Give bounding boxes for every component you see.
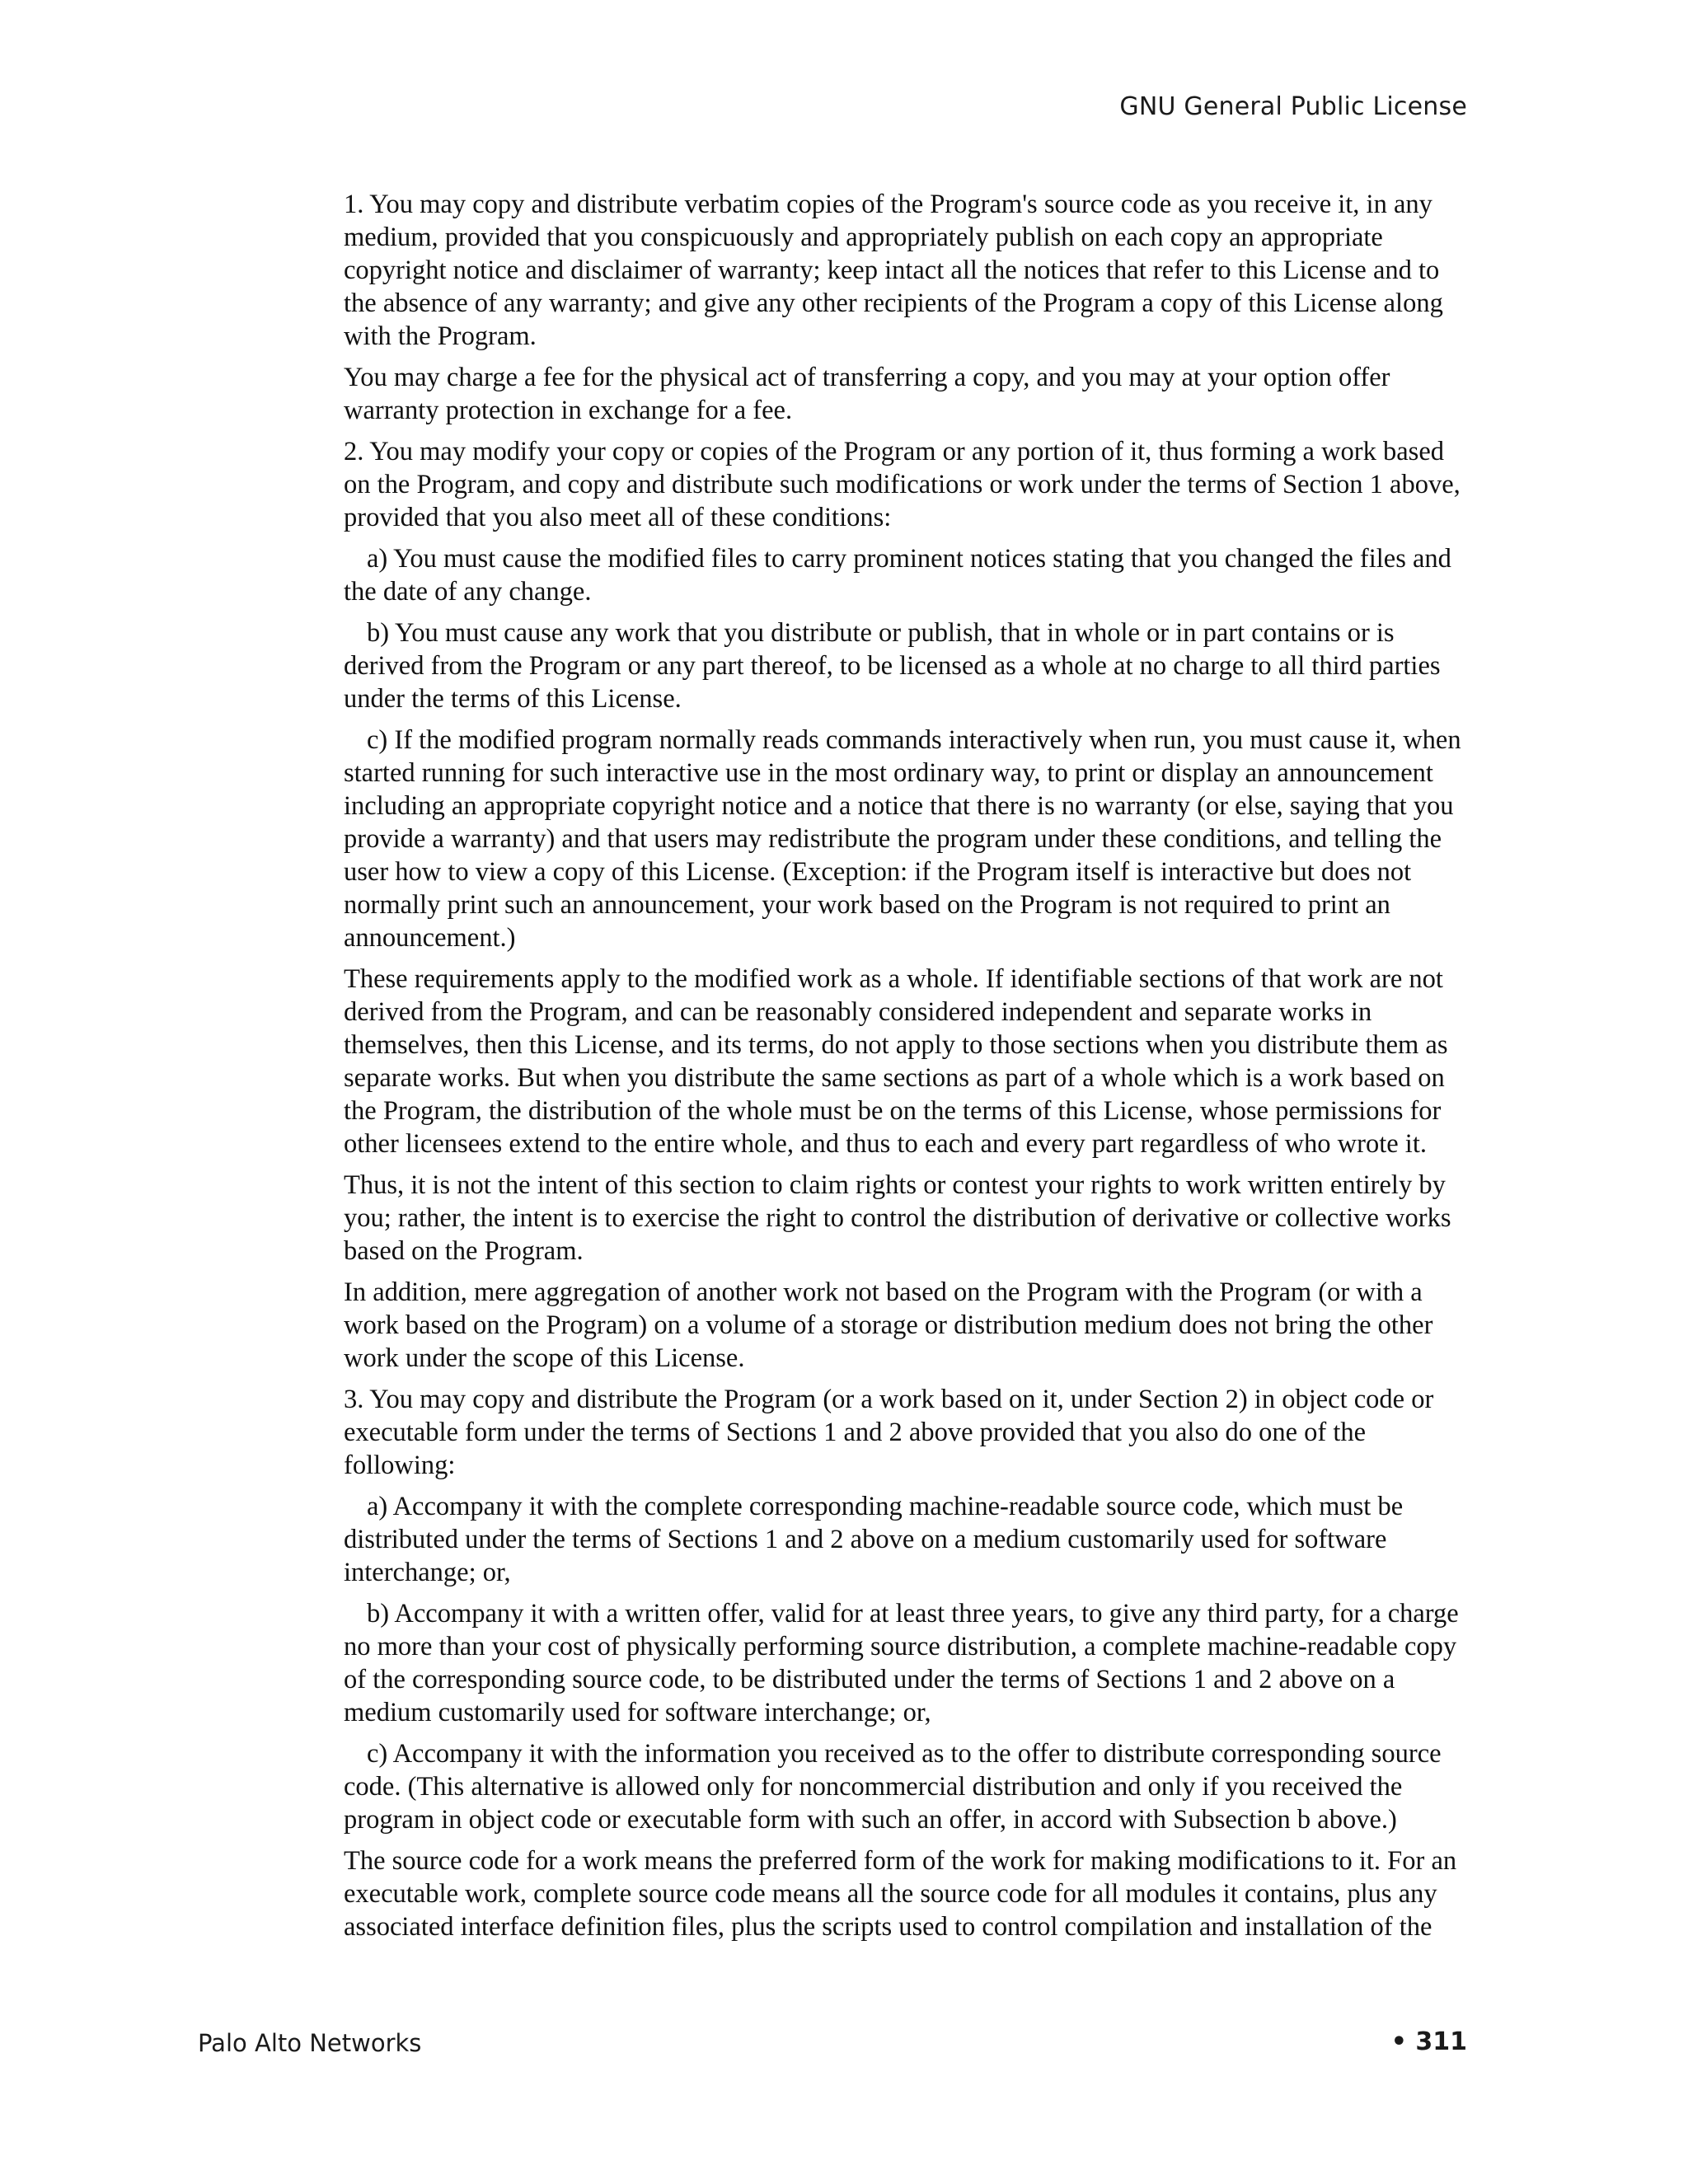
- license-body: [344, 188, 1470, 1952]
- paragraph-condition-b: b) You must cause any work that you distribute or publish, that in whole or in part contains or is derived from the Program or any part thereof, to be licensed as a whole at no charge to all third parties under the terms of this License.: [344, 618, 1441, 714]
- paragraph-requirements: These requirements apply to the modified work as a whole. If identifiable sections of that work are not derived from the Program, and can be reasonably considered independent and separate works in themselves, then this License, and its terms, do not apply to those sections when you distribute them as separate works. But when you distribute the same sections as part of a whole which is a work based on the Program, the distribution of the whole must be on the terms of this License, whose permissions for other licensees extend to the entire whole, and thus to each and every part regardless of who wrote it.: [344, 964, 1448, 1159]
- paragraph-section-2: 2. You may modify your copy or copies of the Program or any portion of it, thus forming a work based on the Program, and copy and distribute such modifications or work under the terms of Section 1 above, provided that you also meet all of these conditions:: [344, 437, 1461, 532]
- paragraph-option-a: a) Accompany it with the complete corresponding machine-readable source code, which must be distributed under the terms of Sections 1 and 2 above on a medium customarily used for software interchange; or,: [344, 1492, 1404, 1587]
- running-header-title: GNU General Public License: [1119, 92, 1467, 121]
- paragraph-condition-a: a) You must cause the modified files to carry prominent notices stating that you changed the files and the date of any change.: [344, 544, 1451, 607]
- paragraph-intent: Thus, it is not the intent of this section to claim rights or contest your rights to work written entirely by you; rather, the intent is to exercise the right to control the distribution of derivative or collective works based on the Program.: [344, 1170, 1451, 1266]
- paragraph-section-1: 1. You may copy and distribute verbatim copies of the Program's source code as you receive it, in any medium, provided that you conspicuously and appropriately publish on each copy an appropriate copyright notice and disclaimer of warranty; keep intact all the notices that refer to this License and to the absence of any warranty; and give any other recipients of the Program a copy of this License along with the Program.: [344, 190, 1443, 351]
- paragraph-section-3: 3. You may copy and distribute the Program (or a work based on it, under Section 2) in object code or executable form under the terms of Sections 1 and 2 above provided that you also do one of the following:: [344, 1385, 1434, 1480]
- paragraph-option-c: c) Accompany it with the information you received as to the offer to distribute corresponding source code. (This alternative is allowed only for noncommercial distribution and only if you received the program in object code or executable form with such an offer, in accord with Subsection b above.): [344, 1739, 1442, 1835]
- page-number: • 311: [1390, 2027, 1467, 2056]
- paragraph-option-b: b) Accompany it with a written offer, valid for at least three years, to give any third party, for a charge no more than your cost of physically performing source distribution, a complete machine-readable copy of the corresponding source code, to be distributed under the terms of Sections 1 and 2 above on a medium customarily used for software interchange; or,: [344, 1599, 1459, 1727]
- paragraph-fee: You may charge a fee for the physical act of transferring a copy, and you may at your option offer warranty protection in exchange for a fee.: [344, 363, 1390, 425]
- paragraph-aggregation: In addition, mere aggregation of another work not based on the Program with the Program (or with a work based on the Program) on a volume of a storage or distribution medium does not bring the other work under the scope of this License.: [344, 1277, 1433, 1373]
- footer-publisher: Palo Alto Networks: [198, 2029, 422, 2057]
- paragraph-source-code: The source code for a work means the preferred form of the work for making modifications to it. For an executable work, complete source code means all the source code for all modules it contains, plus any associated interface definition files, plus the scripts used to control compilation and installation of the: [344, 1846, 1457, 1942]
- paragraph-condition-c: c) If the modified program normally reads commands interactively when run, you must cause it, when started running for such interactive use in the most ordinary way, to print or display an announcement including an appropriate copyright notice and a notice that there is no warranty (or else, saying that you provide a warranty) and that users may redistribute the program under these conditions, and telling the user how to view a copy of this License. (Exception: if the Program itself is interactive but does not normally print such an announcement, your work based on the Program is not required to print an announcement.): [344, 725, 1461, 953]
